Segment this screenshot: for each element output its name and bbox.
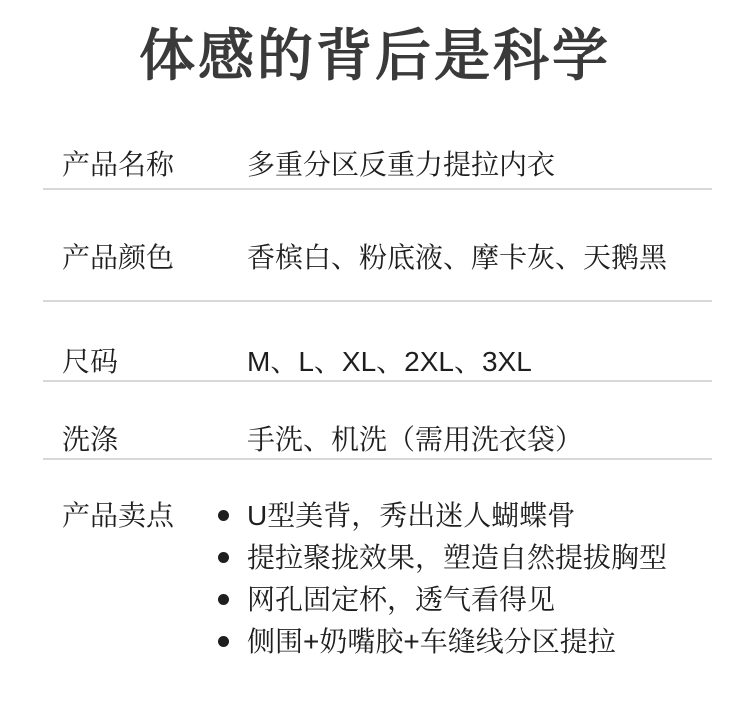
list-item [218,542,667,574]
spec-label-washing: 洗涤 [62,424,119,455]
spec-label-product-name: 产品名称 [62,149,175,180]
spec-value-product-color: 香槟白、粉底液、摩卡灰、天鹅黑 [247,242,668,273]
row-divider [43,458,712,460]
row-divider [43,300,712,302]
selling-point-text: U型美背，秀出迷人蝴蝶骨 [247,500,576,531]
bullet-icon [218,510,229,521]
spec-value-size: M、L、XL、2XL、3XL [247,346,532,377]
page-title: 体感的背后是科学 [139,24,611,87]
selling-point-text: 提拉聚拢效果，塑造自然提拔胸型 [247,542,668,573]
spec-label-product-color: 产品颜色 [62,242,175,273]
spec-label-size: 尺码 [62,346,119,377]
row-divider [43,188,712,190]
spec-label-selling-points: 产品卖点 [62,500,175,531]
bullet-icon [218,636,229,647]
row-divider [43,380,712,382]
list-item [218,584,667,616]
selling-point-text: 侧围+奶嘴胶+车缝线分区提拉 [247,626,616,657]
spec-value-product-name: 多重分区反重力提拉内衣 [247,149,556,180]
list-item [218,626,667,658]
selling-point-text: 网孔固定杯，透气看得见 [247,584,556,615]
bullet-icon [218,552,229,563]
list-item [218,500,667,532]
bullet-icon [218,594,229,605]
spec-value-washing: 手洗、机洗（需用洗衣袋） [247,424,584,455]
selling-points-list [218,500,667,668]
